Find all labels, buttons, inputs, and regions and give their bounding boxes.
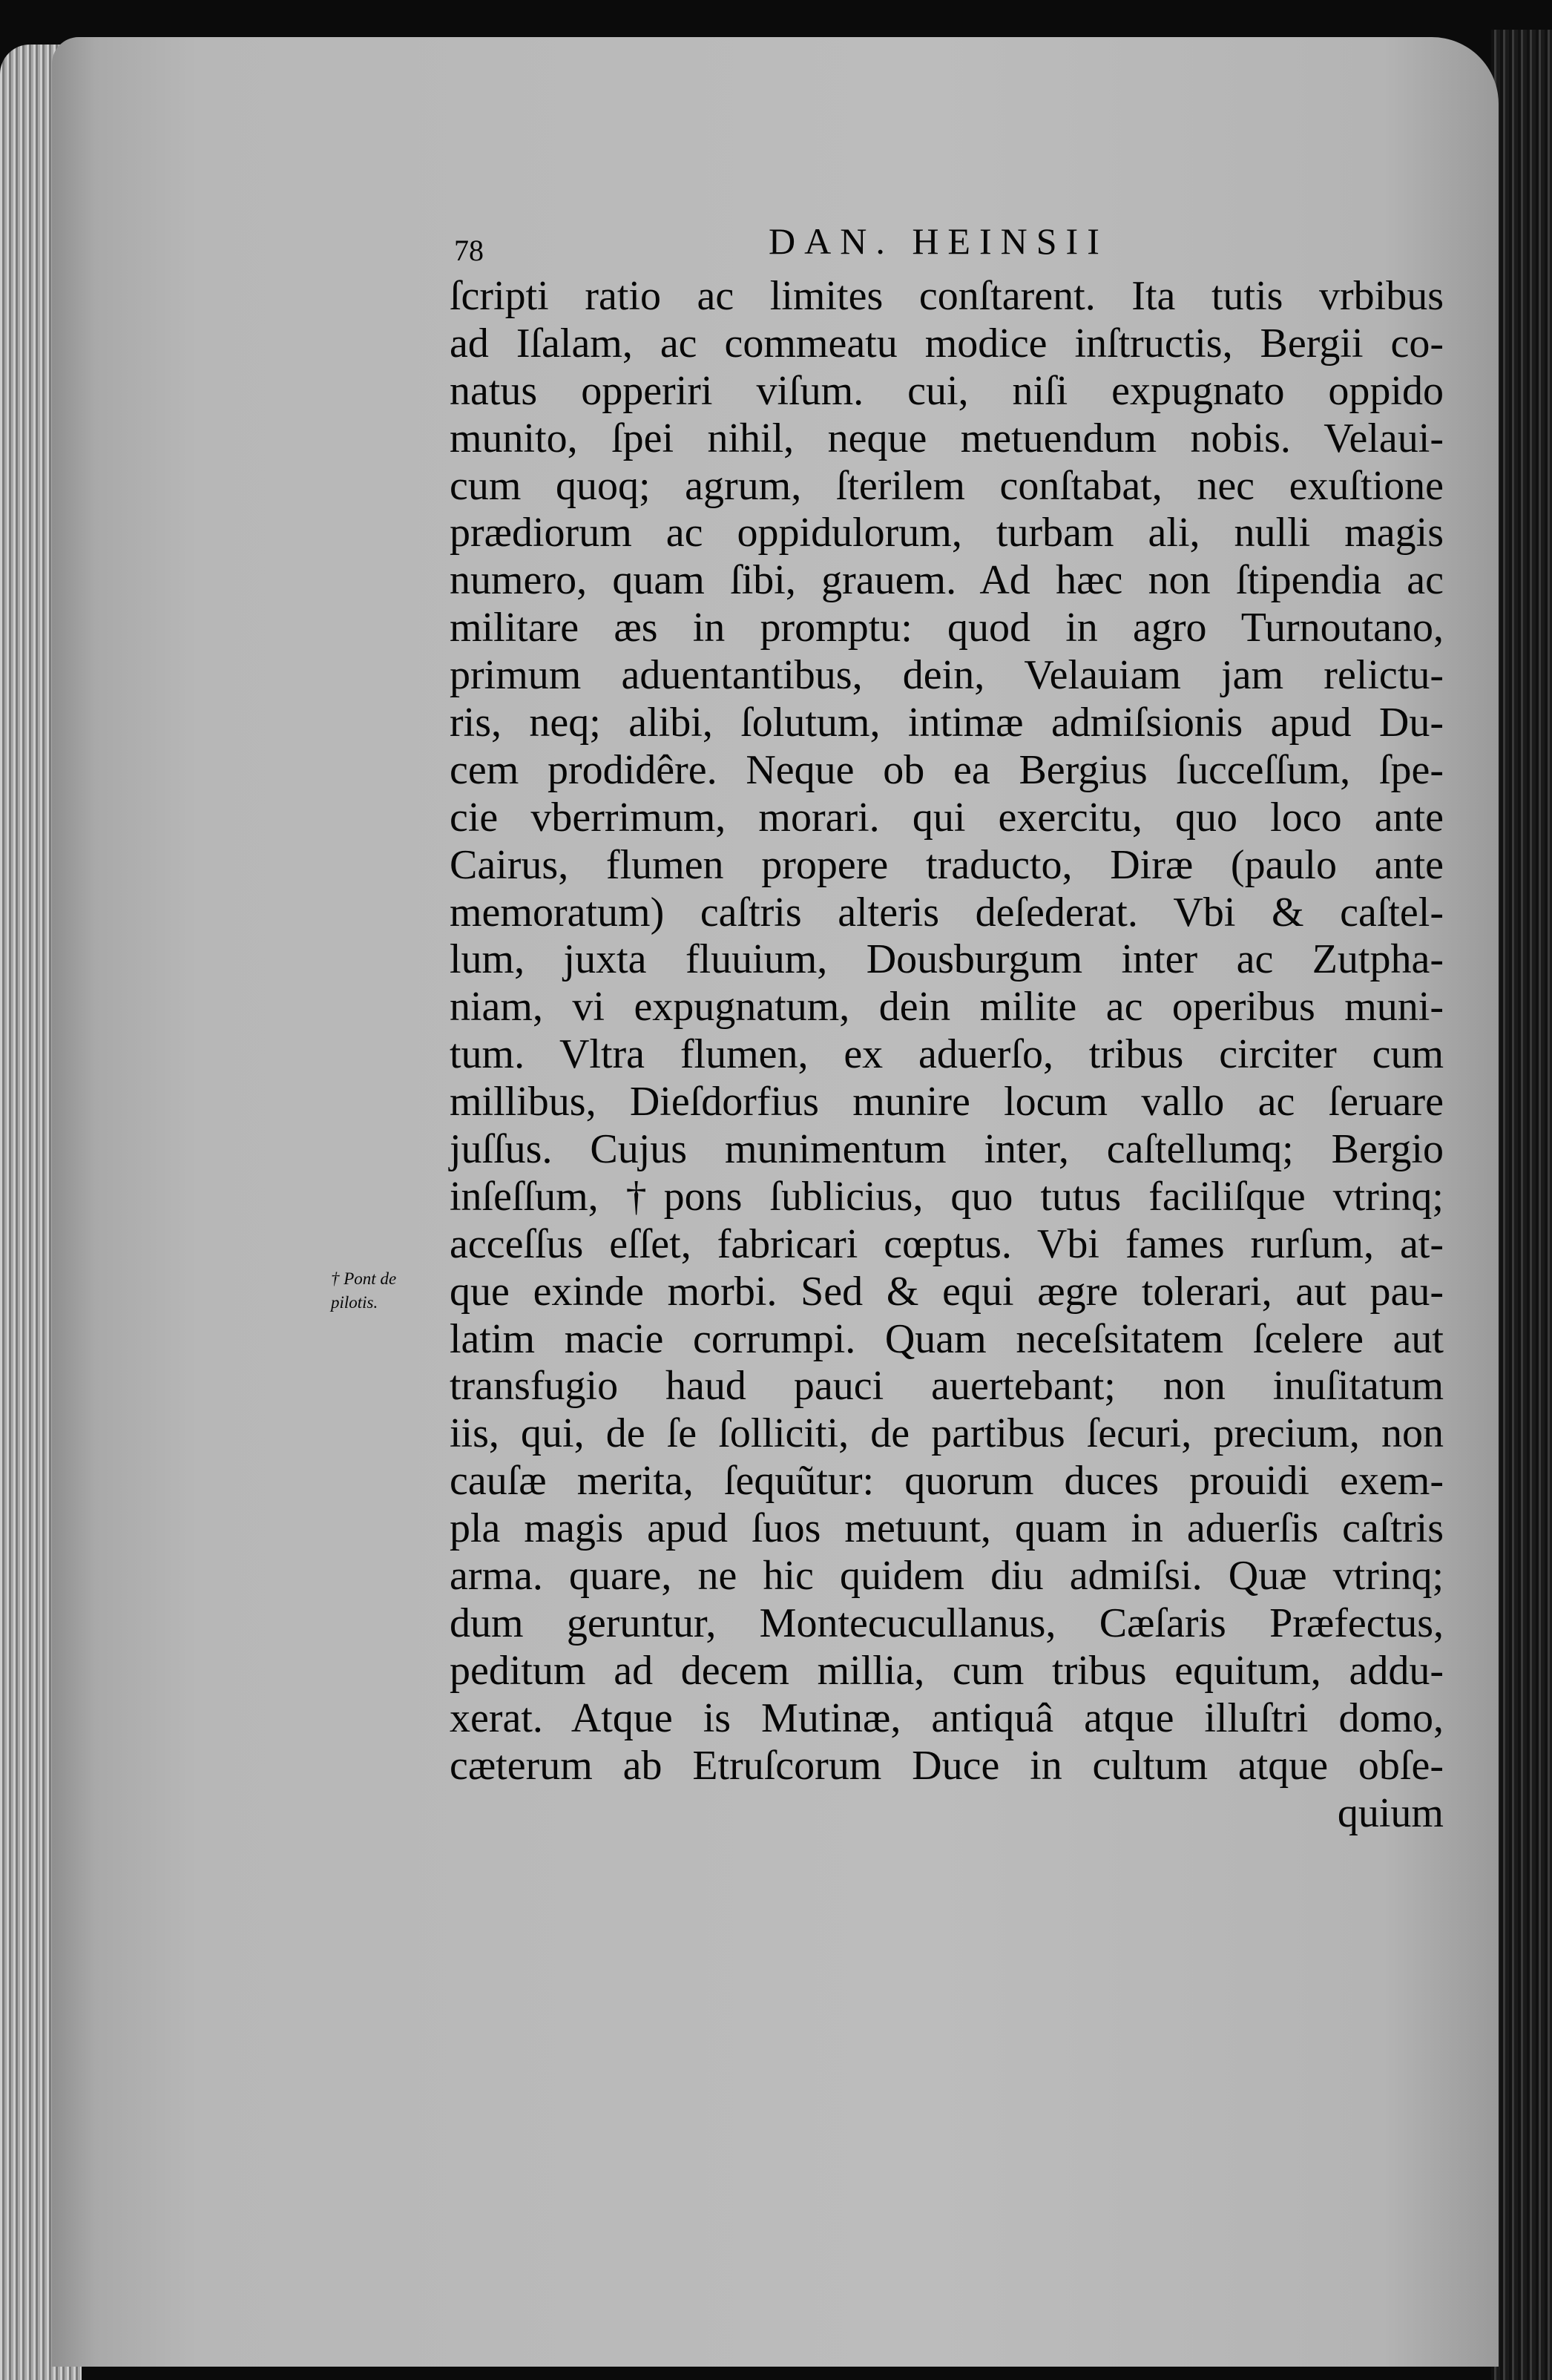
catchword: quium bbox=[1337, 1789, 1444, 1836]
text-line: lum, juxta fluuium, Dousburgum inter ac Zutpha- bbox=[450, 936, 1444, 983]
text-line: juſſus. Cujus munimentum inter, caſtellumq; Bergio bbox=[450, 1126, 1444, 1173]
text-line: tum. Vltra flumen, ex aduerſo, tribus circiter cum bbox=[450, 1031, 1444, 1078]
text-line: primum aduentantibus, dein, Velauiam jam relictu- bbox=[450, 652, 1444, 699]
running-title: DAN. HEINSII bbox=[769, 220, 1108, 262]
text-line: arma. quare, ne hic quidem diu admiſsi. Quæ vtrinq; bbox=[450, 1553, 1444, 1600]
text-line: munito, ſpei nihil, neque metuendum nobis. Velaui- bbox=[450, 415, 1444, 461]
marginal-note-line: † Pont de bbox=[331, 1269, 397, 1288]
running-head bbox=[450, 214, 1444, 273]
marginal-note bbox=[331, 1267, 442, 1315]
body-text bbox=[450, 273, 1444, 1837]
text-line: ris, neq; alibi, ſolutum, intimæ admiſsionis apud Du- bbox=[450, 700, 1444, 746]
text-line: ad Iſalam, ac commeatu modice inſtructis, Bergii co- bbox=[450, 320, 1444, 366]
text-line: pla magis apud ſuos metuunt, quam in aduerſis caſtris bbox=[450, 1505, 1444, 1552]
text-line: inſeſſum, †pons ſublicius, quo tutus faciliſque vtrinq; bbox=[450, 1173, 1444, 1220]
text-line: Cairus, flumen propere traducto, Diræ (paulo ante bbox=[450, 841, 1444, 888]
text-line: cem prodidêre. Neque ob ea Bergius ſucceſſum, ſpe- bbox=[450, 746, 1444, 793]
text-line: iis, qui, de ſe ſolliciti, de partibus ſecuri, precium, non bbox=[450, 1410, 1444, 1457]
text-line: numero, quam ſibi, grauem. Ad hæc non ſtipendia ac bbox=[450, 557, 1444, 604]
text-line: transfugio haud pauci auertebant; non inuſitatum bbox=[450, 1363, 1444, 1410]
text-line: militare æs in promptu: quod in agro Turnoutano, bbox=[450, 605, 1444, 651]
text-line: xerat. Atque is Mutinæ, antiquâ atque illuſtri domo, bbox=[450, 1694, 1444, 1741]
text-line: latim macie corrumpi. Quam neceſsitatem ſcelere aut bbox=[450, 1315, 1444, 1362]
page-number: 78 bbox=[454, 234, 484, 267]
text-line: cauſæ merita, ſequũtur: quorum duces prouidi exem- bbox=[450, 1458, 1444, 1505]
text-line: ſcripti ratio ac limites conſtarent. Ita tutis vrbibus bbox=[450, 273, 1444, 319]
text-line: que exinde morbi. Sed & equi ægre tolerari, aut pau- bbox=[450, 1268, 1444, 1315]
text-line: dum geruntur, Montecucullanus, Cæſaris Præfectus, bbox=[450, 1600, 1444, 1646]
binding-edge-right bbox=[1491, 30, 1552, 2380]
text-line: cie vberrimum, morari. qui exercitu, quo loco ante bbox=[450, 794, 1444, 841]
text-line: cæterum ab Etruſcorum Duce in cultum atque obſe- bbox=[450, 1742, 1444, 1789]
text-line: natus opperiri viſum. cui, niſi expugnato oppido bbox=[450, 367, 1444, 414]
text-line: acceſſus eſſet, fabricari cœptus. Vbi fames rurſum, at- bbox=[450, 1220, 1444, 1267]
text-line: millibus, Dieſdorfius munire locum vallo ac ſeruare bbox=[450, 1079, 1444, 1125]
text-line: cum quoq; agrum, ſterilem conſtabat, nec exuſtione bbox=[450, 462, 1444, 509]
text-line: memoratum) caſtris alteris deſederat. Vbi & caſtel- bbox=[450, 889, 1444, 936]
text-line: peditum ad decem millia, cum tribus equitum, addu- bbox=[450, 1647, 1444, 1694]
show-through-text bbox=[616, 1907, 623, 1942]
text-line: prædiorum ac oppidulorum, turbam ali, nulli magis bbox=[450, 510, 1444, 556]
text-line: niam, vi expugnatum, dein milite ac operibus muni- bbox=[450, 984, 1444, 1030]
marginal-note-line: pilotis. bbox=[331, 1293, 378, 1312]
